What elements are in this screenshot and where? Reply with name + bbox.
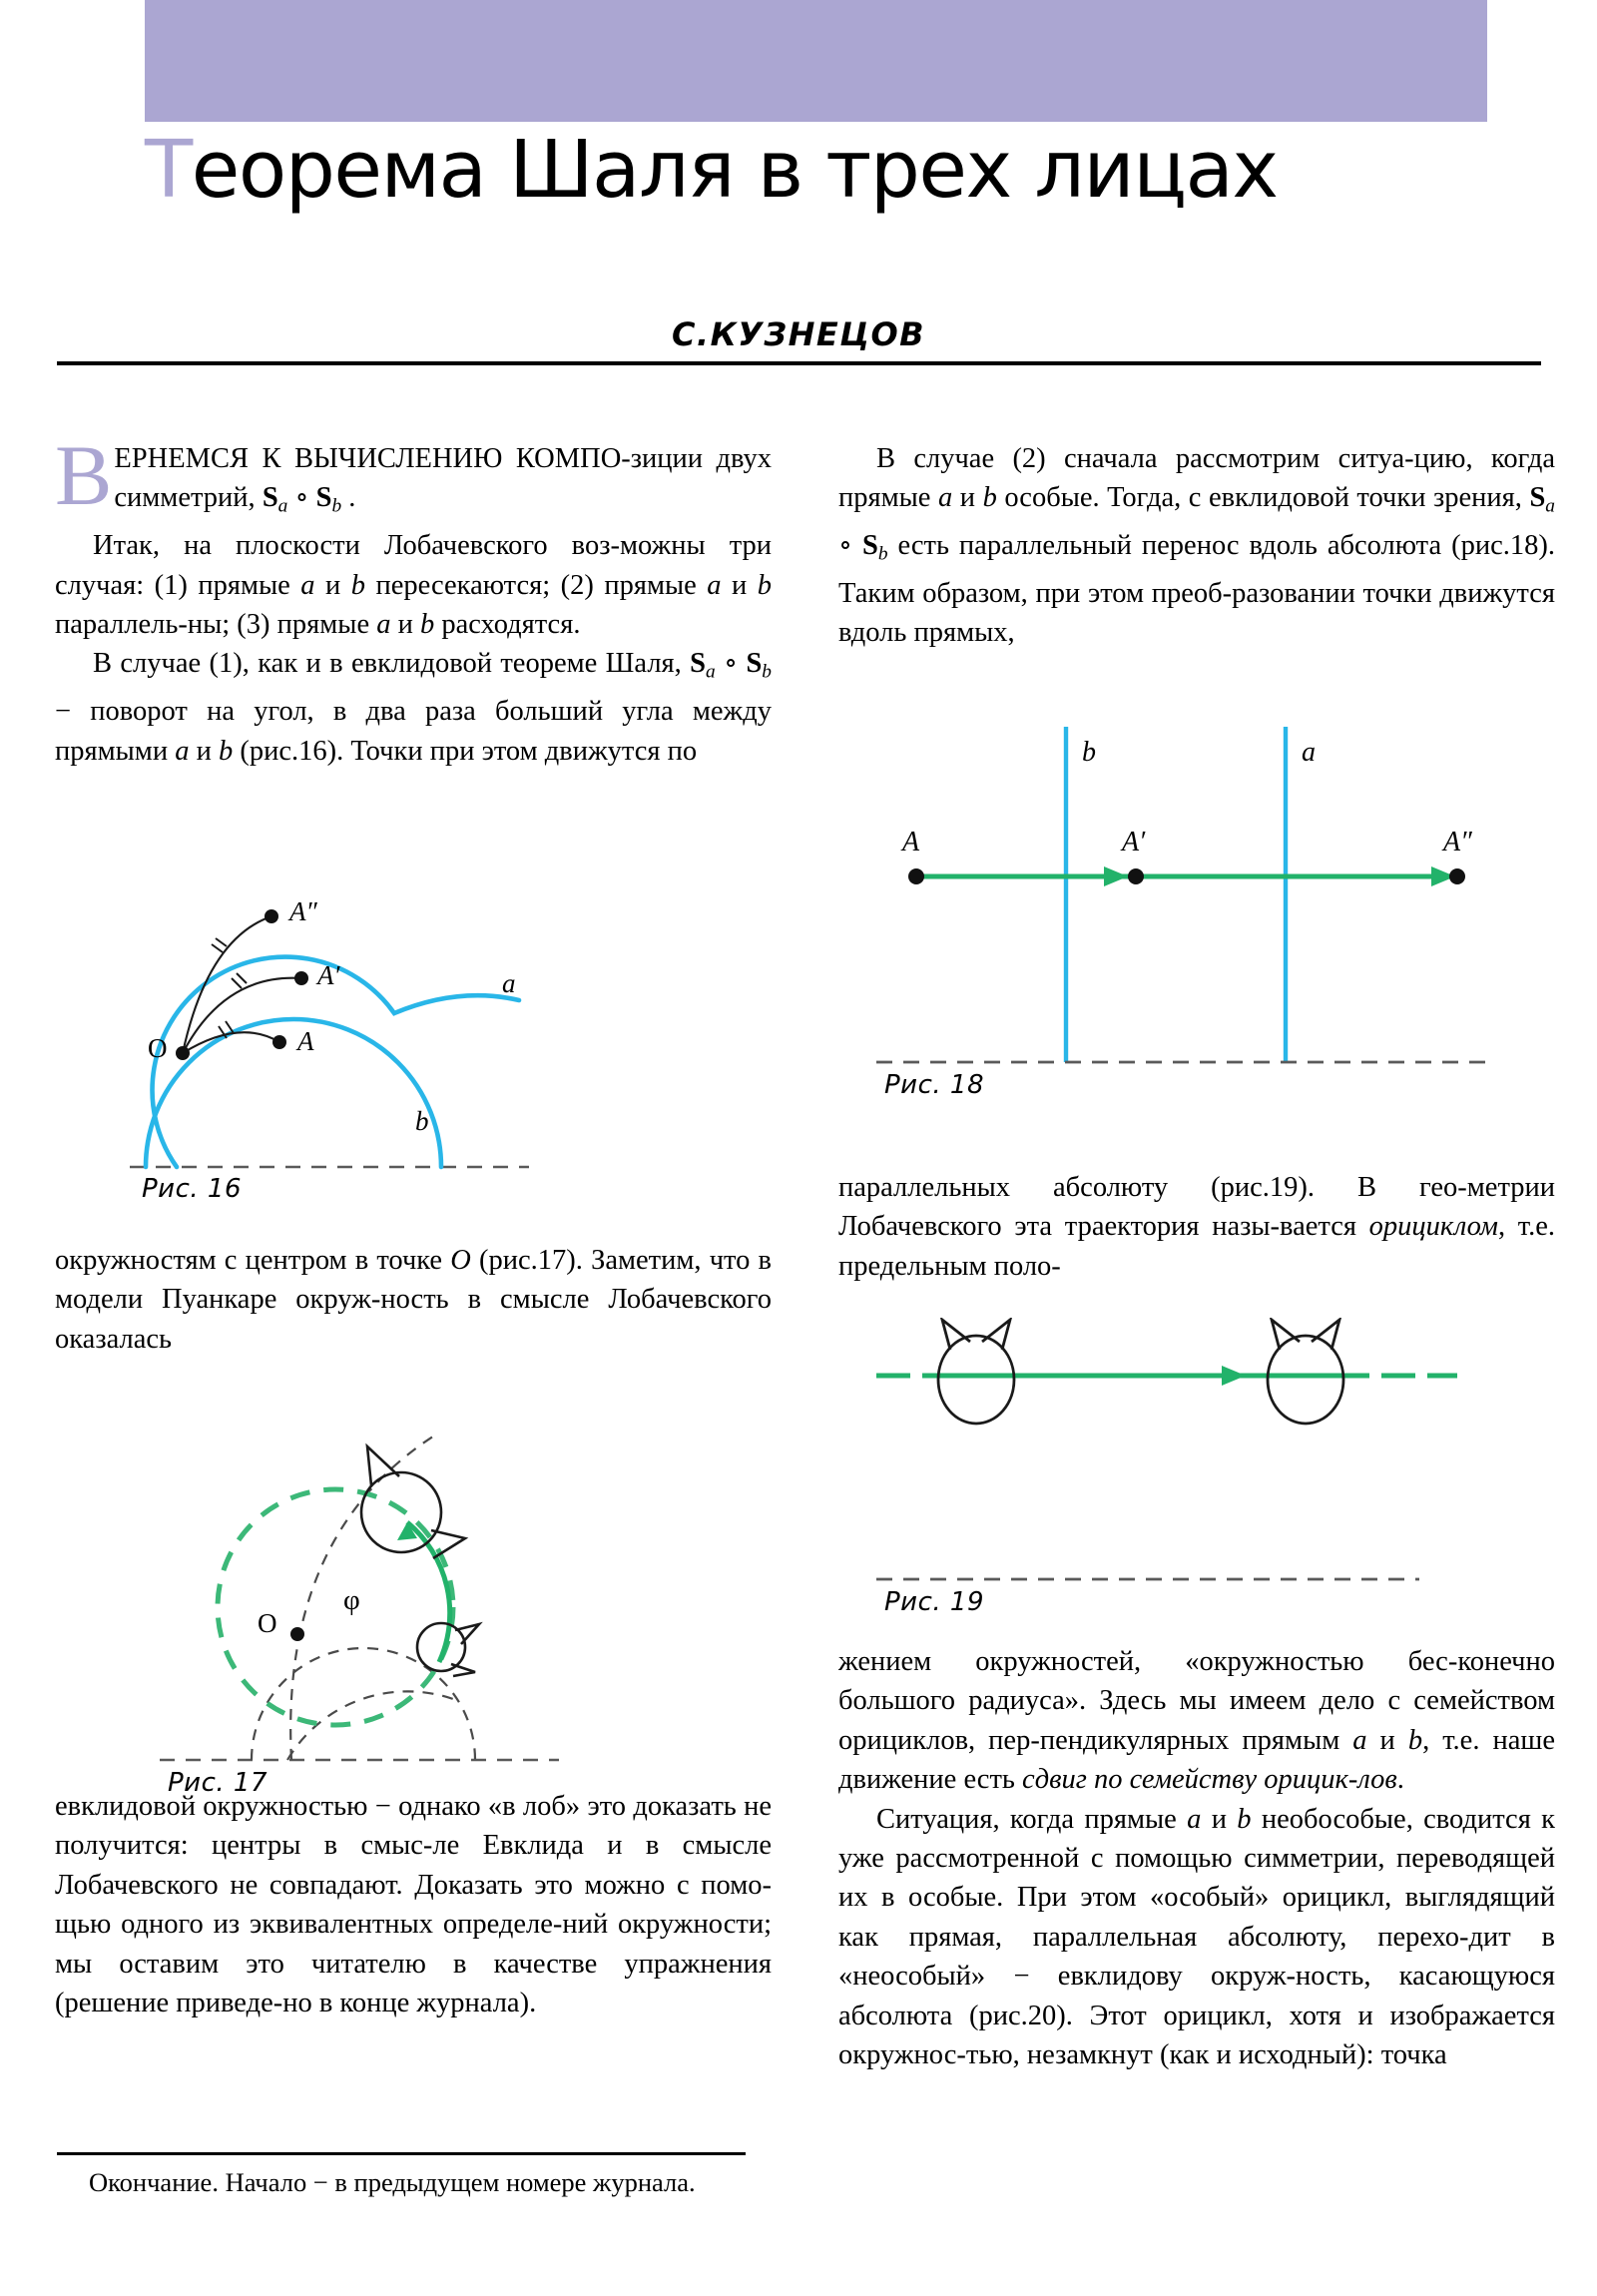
paragraph-family-horocycles (838, 1642, 1555, 1800)
paragraph-circles (55, 1241, 772, 1359)
label-O: O (148, 1033, 168, 1063)
figure-16-drawing (120, 878, 539, 1208)
cases-text-d: расходятся. (434, 609, 581, 641)
var-b-3: b (420, 609, 435, 641)
label-A-prime: A′ (1122, 827, 1146, 858)
footnote-divider (57, 2152, 746, 2155)
point-A-prime (294, 971, 308, 985)
arrowhead (1222, 1366, 1246, 1386)
figure-16-caption: Рис. 16 (142, 1174, 242, 1204)
label-A-double-prime: A″ (1443, 827, 1472, 858)
geodesic-arc-2 (290, 1433, 439, 1760)
figure-19-caption: Рис. 19 (884, 1587, 984, 1617)
point-A-prime (1128, 868, 1144, 884)
cat-icon-rotated (361, 1446, 465, 1558)
cat-icon-right (1268, 1320, 1343, 1424)
intro-rest: зиции двух симметрий, (114, 443, 772, 514)
var-a-2: a (707, 569, 722, 601)
title-rest: еорема Шаля в трех лицах (191, 124, 1278, 216)
label-curve-a: a (502, 968, 516, 998)
paragraph-euclid-circle: евклидовой окружностью − однако «в лоб» это доказать не получится: центры в смыс-ле Евклида и в смысле Лобачевского не совпадают. Доказать это можно с помо-щью одного из эквивалентных определе-ний окружности; мы оставим это читателю в качестве упражнения (решение приведе-но в конце журнала). (55, 1791, 772, 2019)
circles-text-a: окружностям с центром в точке (55, 1245, 451, 1276)
symmetry-S-b-2: S (746, 648, 763, 680)
tick-A1-2 (237, 973, 247, 983)
left-column-bottom (55, 1787, 772, 2022)
subscript-a-2: a (706, 661, 716, 683)
var-b-2: b (757, 569, 772, 601)
composition-operator-2: ∘ (715, 648, 747, 680)
right-column (838, 439, 1555, 653)
drop-cap: В (55, 427, 113, 523)
subscript-b-2: b (762, 661, 772, 683)
horocycle-text-a: параллельных абсолюту (рис.19). В гео-метрии Лобачевского эта траектория назы-вается (838, 1172, 1555, 1243)
nonspecial-text-a: Ситуация, когда прямые (876, 1803, 1188, 1835)
var-b-r2: b (1407, 1724, 1423, 1756)
case2-text-a: В случае (2) сначала рассмотрим ситуа-цию, когда прямые (838, 443, 1555, 514)
cat-icon-left (938, 1320, 1014, 1424)
tick-A2-2 (216, 938, 227, 946)
subscript-b: b (331, 495, 342, 517)
figure-19-drawing (858, 1318, 1477, 1607)
conj-r3: и (1201, 1803, 1238, 1835)
point-A (272, 1035, 286, 1049)
paragraph-intro (55, 427, 772, 526)
var-O: O (450, 1245, 471, 1276)
symmetry-S-a: S (262, 482, 278, 514)
tick-A1 (232, 978, 242, 988)
point-A-double-prime (265, 909, 278, 923)
label-phi: φ (343, 1584, 360, 1616)
var-a-3: a (376, 609, 391, 641)
cases-text-b: пересекаются; (2) прямые (365, 569, 708, 601)
title-initial: Т (145, 124, 192, 216)
label-line-a: a (1302, 737, 1316, 768)
term-horocycle: орициклом (1368, 1211, 1498, 1243)
right-column-bottom (838, 1642, 1555, 2074)
lobachevsky-circle (218, 1489, 453, 1725)
var-b-4: b (218, 735, 234, 767)
var-a-r3: a (1187, 1803, 1202, 1835)
cases-text-c: параллель-ны; (3) прямые (55, 609, 377, 641)
label-A: A (297, 1026, 314, 1056)
figure-17-caption: Рис. 17 (168, 1768, 267, 1798)
var-b-r3: b (1237, 1803, 1252, 1835)
paragraph-horocycle (838, 1168, 1555, 1286)
left-column (55, 427, 772, 771)
right-column-mid (838, 1168, 1555, 1286)
label-curve-b: b (415, 1106, 429, 1136)
geodesic-arc-3 (287, 1691, 461, 1760)
subscript-a-r: a (1545, 495, 1555, 517)
circles-text-b: (рис.17). Заметим, что в модели Пуанкаре окруж-ность в смысле Лобачевского оказалась (55, 1245, 773, 1355)
geodesic-arc-1 (252, 1648, 475, 1760)
case1-text-c: (рис.16). Точки при этом движутся по (233, 735, 698, 767)
point-A (908, 868, 924, 884)
var-a-r2: a (1352, 1724, 1367, 1756)
page-title (145, 118, 1492, 223)
figure-16 (120, 878, 539, 1208)
header-divider (57, 361, 1541, 365)
point-A-double-prime (1449, 868, 1465, 884)
byline-author: С.КУЗНЕЦОВ (671, 315, 926, 353)
figure-17 (140, 1373, 579, 1798)
symmetry-S-a-2: S (690, 648, 707, 680)
header-banner (145, 0, 1487, 122)
case2-text-b: особые. Тогда, с евклидовой точки зрения, (996, 482, 1530, 514)
nonspecial-text-b: необособые, сводится к уже рассмотренной с помощью симметрии, переводящей их в особые. При этом «особый» орицикл, выглядящий как прямая, параллельная абсолюту, перехо-дит в «неособый» − евклидову окруж-ность, касающуюся абсолюта (рис.20). Этот орицикл, хотя и изображается окружнос-тью, незамкнут (как и исходный): точка (838, 1803, 1555, 2071)
subscript-a: a (277, 495, 288, 517)
figure-17-drawing (140, 1373, 579, 1792)
conj-1: и (314, 569, 351, 601)
figure-18-caption: Рис. 18 (884, 1070, 984, 1100)
motion-arc (407, 1522, 450, 1662)
figure-18 (858, 719, 1517, 1098)
conj-4: и (189, 735, 219, 767)
label-O: O (258, 1608, 277, 1638)
var-a-4: a (175, 735, 190, 767)
case1-text-b: − поворот на угол, в два раза больший угла между прямыми (55, 696, 772, 767)
family-text-b: , т.е. наше движение есть (838, 1724, 1555, 1796)
subscript-b-r: b (877, 543, 888, 565)
var-b-1: b (350, 569, 366, 601)
symmetry-S-b: S (315, 482, 332, 514)
paragraph-three-cases (55, 526, 772, 644)
family-text-a: жением окружностей, «окружностью бес-конечно большого радиуса». Здесь мы имеем дело с семейством орициклов, пер-пендикулярных прямым (838, 1646, 1555, 1756)
family-text-c: . (1396, 1764, 1404, 1796)
var-b-r1: b (982, 482, 997, 514)
case1-text-a: В случае (1), как и в евклидовой теореме Шаля, (93, 648, 691, 680)
point-O (290, 1627, 304, 1641)
label-A: A (902, 827, 920, 858)
arrowhead-1 (1104, 866, 1128, 886)
term-shift-family: сдвиг по семейству орицик-лов (1022, 1764, 1397, 1796)
symmetry-S-b-r: S (861, 530, 878, 562)
conj-r1: и (952, 482, 983, 514)
horocycle-text-b: , т.е. предельным поло- (838, 1211, 1555, 1282)
conj-3: и (390, 609, 420, 641)
tick-A2 (212, 944, 223, 952)
label-A-prime: A′ (317, 960, 340, 990)
intro-period: . (341, 482, 356, 514)
var-a-r1: a (937, 482, 953, 514)
composition-operator: ∘ (287, 482, 316, 514)
conj-2: и (721, 569, 758, 601)
point-O (176, 1046, 190, 1060)
footnote-text: Окончание. Начало − в предыдущем номере журнала. (89, 2167, 696, 2197)
intro-smallcaps: ЕРНЕМСЯ К ВЫЧИСЛЕНИЮ КОМПО- (114, 443, 631, 474)
conj-r2: и (1366, 1724, 1408, 1756)
paragraph-nonspecial (838, 1800, 1555, 2075)
label-line-b: b (1082, 737, 1096, 768)
var-a-1: a (300, 569, 315, 601)
figure-19 (858, 1318, 1477, 1617)
paragraph-case-two (838, 439, 1555, 653)
composition-operator-r: ∘ (838, 530, 862, 562)
symmetry-S-a-r: S (1529, 482, 1546, 514)
cases-text-a: Итак, на плоскости Лобачевского воз-можны три случая: (1) прямые (55, 530, 772, 601)
figure-18-drawing (858, 719, 1517, 1098)
label-A-double-prime: A″ (289, 896, 317, 926)
left-column-mid (55, 1241, 772, 1359)
case2-text-c: есть параллельный перенос вдоль абсолюта (рис.18). Таким образом, при этом преоб-разовании точки движутся вдоль прямых, (838, 530, 1555, 649)
paragraph-case-one (55, 644, 772, 771)
